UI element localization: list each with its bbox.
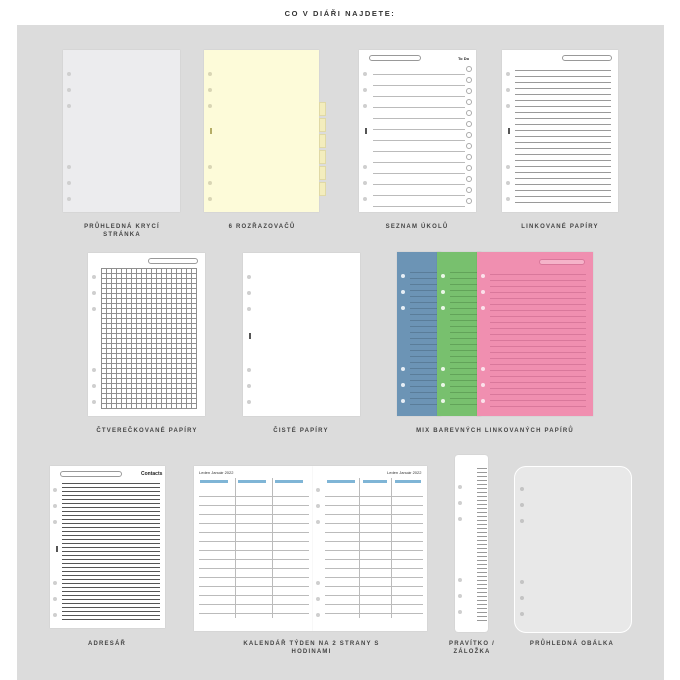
checkbox-circle: [466, 176, 472, 182]
punch-hole: [441, 306, 445, 310]
todo-row: [373, 151, 465, 152]
punch-hole: [316, 520, 320, 524]
day-header-accent: [275, 480, 303, 483]
punch-hole: [53, 581, 57, 585]
brand-mark: [365, 128, 367, 134]
calendar-rows: [199, 488, 309, 620]
punch-hole: [92, 291, 96, 295]
punch-hole: [208, 72, 212, 76]
punch-hole: [520, 596, 524, 600]
column-divider: [359, 478, 360, 618]
checkbox-circle: [466, 198, 472, 204]
punch-hole: [458, 485, 462, 489]
punch-hole: [401, 399, 405, 403]
caption-blank: ČISTÉ PAPÍRY: [273, 428, 329, 434]
divider-tab: [319, 102, 326, 116]
todo-row: [373, 195, 465, 196]
punch-hole: [441, 399, 445, 403]
day-header-accent: [200, 480, 228, 483]
brand-mark: [508, 128, 510, 134]
day-header-accent: [238, 480, 266, 483]
grid-pattern: [101, 268, 197, 409]
address-book-page: [50, 466, 165, 628]
ruled-lines: [490, 269, 586, 409]
divider-tab: [319, 166, 326, 180]
punch-hole: [92, 307, 96, 311]
punch-hole: [316, 504, 320, 508]
checkbox-circle: [466, 77, 472, 83]
punch-hole: [247, 400, 251, 404]
squared-page: [88, 253, 205, 416]
punch-hole: [363, 104, 367, 108]
punch-hole: [316, 613, 320, 617]
punch-hole: [316, 488, 320, 492]
content-panel: [17, 25, 664, 680]
checkbox-circle: [466, 110, 472, 116]
column-divider: [272, 478, 273, 618]
punch-hole: [458, 594, 462, 598]
punch-hole: [208, 104, 212, 108]
checkbox-circle: [466, 165, 472, 171]
calendar-left-heading: Leden Január 2022: [199, 470, 234, 475]
day-header-accent: [395, 480, 421, 483]
punch-hole: [506, 181, 510, 185]
calendar-right-page: [313, 466, 427, 631]
column-divider: [391, 478, 392, 618]
punch-hole: [363, 197, 367, 201]
punch-hole: [401, 274, 405, 278]
todo-row: [373, 206, 465, 207]
todo-row: [373, 140, 465, 141]
caption-todo: SEZNAM ÚKOLŮ: [385, 224, 449, 230]
clear-pocket: [514, 466, 632, 633]
punch-hole: [67, 88, 71, 92]
punch-hole: [441, 274, 445, 278]
calendar-right-heading: Leden Január 2022: [387, 470, 422, 475]
punch-hole: [506, 88, 510, 92]
title-field: [562, 55, 612, 61]
punch-hole: [401, 290, 405, 294]
divider-tab: [319, 118, 326, 132]
ruler-bookmark: [455, 455, 488, 632]
caption-colored-mix: MIX BAREVNÝCH LINKOVANÝCH PAPÍRŮ: [416, 428, 574, 434]
punch-hole: [458, 578, 462, 582]
day-header-accent: [327, 480, 355, 483]
lined-page: [502, 50, 618, 212]
divider-tab: [319, 134, 326, 148]
punch-hole: [53, 488, 57, 492]
todo-row: [373, 85, 465, 86]
checkbox-circle: [466, 132, 472, 138]
punch-hole: [520, 487, 524, 491]
punch-hole: [247, 368, 251, 372]
todo-row: [373, 107, 465, 108]
address-heading: Contacts: [141, 471, 163, 477]
punch-hole: [67, 165, 71, 169]
punch-hole: [247, 307, 251, 311]
title-field: [539, 259, 585, 265]
punch-hole: [441, 367, 445, 371]
checkbox-circle: [466, 143, 472, 149]
punch-hole: [520, 503, 524, 507]
address-lines: [62, 480, 160, 623]
brand-mark: [56, 546, 58, 552]
todo-row: [373, 129, 465, 130]
punch-hole: [506, 165, 510, 169]
punch-hole: [363, 72, 367, 76]
punch-hole: [363, 181, 367, 185]
punch-hole: [481, 367, 485, 371]
punch-hole: [506, 104, 510, 108]
punch-hole: [247, 291, 251, 295]
punch-hole: [363, 88, 367, 92]
blank-page: [243, 253, 360, 416]
punch-hole: [481, 383, 485, 387]
todo-row: [373, 173, 465, 174]
divider-tab: [319, 182, 326, 196]
todo-row: [373, 96, 465, 97]
caption-calendar: KALENDÁŘ TÝDEN NA 2 STRANY S HODINAMI: [243, 641, 380, 655]
punch-hole: [441, 290, 445, 294]
title-field: [60, 471, 122, 477]
day-header-accent: [363, 480, 387, 483]
punch-hole: [458, 501, 462, 505]
title-field: [369, 55, 421, 61]
ruled-lines: [515, 65, 611, 207]
checkbox-circle: [466, 187, 472, 193]
ruler-scale: [477, 465, 487, 623]
punch-hole: [441, 383, 445, 387]
title-field: [148, 258, 198, 264]
punch-hole: [520, 612, 524, 616]
punch-hole: [506, 72, 510, 76]
punch-hole: [401, 306, 405, 310]
punch-hole: [247, 384, 251, 388]
caption-address: ADRESÁŘ: [87, 641, 127, 647]
caption-clear-pocket: PRŮHLEDNÁ OBÁLKA: [529, 641, 615, 647]
brand-mark: [249, 333, 251, 339]
punch-hole: [208, 88, 212, 92]
punch-hole: [67, 72, 71, 76]
punch-hole: [53, 520, 57, 524]
punch-hole: [247, 275, 251, 279]
divider-tab: [319, 150, 326, 164]
page-title: CO V DIÁŘI NAJDETE:: [284, 9, 396, 18]
punch-hole: [481, 399, 485, 403]
punch-hole: [481, 306, 485, 310]
punch-hole: [506, 197, 510, 201]
punch-hole: [208, 197, 212, 201]
punch-hole: [53, 504, 57, 508]
colored-page-green: [437, 252, 481, 416]
colored-page-pink: [477, 252, 593, 416]
todo-heading: To Do: [458, 56, 470, 61]
todo-row: [373, 74, 465, 75]
todo-row: [373, 162, 465, 163]
clear-cover-page: [63, 50, 180, 212]
punch-hole: [520, 580, 524, 584]
punch-hole: [92, 275, 96, 279]
punch-hole: [481, 290, 485, 294]
todo-row: [373, 118, 465, 119]
caption-clear-cover: PRŮHLEDNÁ KRYCÍ STRÁNKA: [84, 224, 160, 238]
punch-hole: [208, 165, 212, 169]
checkbox-circle: [466, 88, 472, 94]
punch-hole: [316, 581, 320, 585]
punch-hole: [363, 165, 367, 169]
punch-hole: [458, 610, 462, 614]
caption-lined: LINKOVANÉ PAPÍRY: [521, 224, 599, 230]
punch-hole: [481, 274, 485, 278]
todo-row: [373, 184, 465, 185]
caption-ruler: PRAVÍTKO / ZÁLOŽKA: [449, 641, 495, 655]
punch-hole: [401, 367, 405, 371]
punch-hole: [208, 181, 212, 185]
todo-list-page: [359, 50, 476, 212]
punch-hole: [67, 197, 71, 201]
punch-hole: [92, 384, 96, 388]
colored-page-blue: [397, 252, 441, 416]
punch-hole: [92, 368, 96, 372]
caption-squared: ČTVEREČKOVANÉ PAPÍRY: [96, 428, 198, 434]
brand-mark: [210, 128, 212, 134]
dividers-set: [204, 50, 319, 212]
punch-hole: [53, 597, 57, 601]
punch-hole: [401, 383, 405, 387]
punch-hole: [92, 400, 96, 404]
calendar-left-page: [194, 466, 313, 631]
checkbox-circle: [466, 154, 472, 160]
punch-hole: [67, 181, 71, 185]
punch-hole: [67, 104, 71, 108]
punch-hole: [316, 597, 320, 601]
punch-hole: [458, 517, 462, 521]
punch-hole: [520, 519, 524, 523]
calendar-rows: [325, 488, 423, 620]
punch-hole: [53, 613, 57, 617]
caption-dividers: 6 ROZŘAZOVAČŮ: [228, 224, 296, 230]
column-divider: [235, 478, 236, 618]
checkbox-circle: [466, 66, 472, 72]
checkbox-circle: [466, 121, 472, 127]
checkbox-circle: [466, 99, 472, 105]
